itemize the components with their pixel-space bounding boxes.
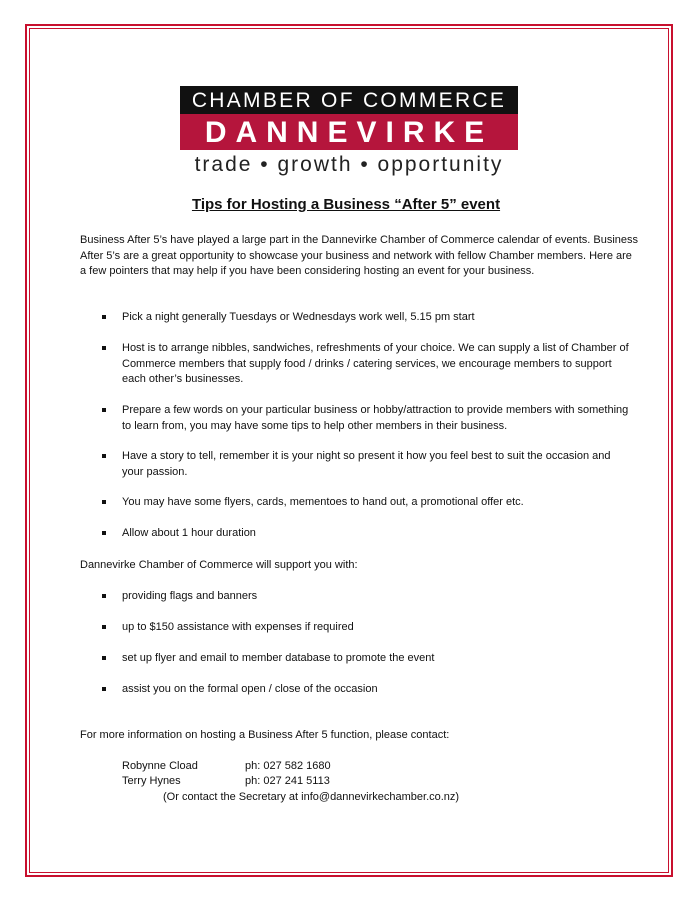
logo-line-dannevirke: DANNEVIRKE xyxy=(180,114,518,150)
contact-phone: ph: 027 582 1680 xyxy=(245,760,331,772)
tip-item: Prepare a few words on your particular business or hobby/attraction to provide members with something to learn from, you may have some tips to help other members in their business. xyxy=(122,403,632,434)
tip-item: You may have some flyers, cards, mementoes to hand out, a promotional offer etc. xyxy=(122,495,632,511)
contact-phone: ph: 027 241 5113 xyxy=(245,775,330,787)
contact-intro: For more information on hosting a Business After 5 function, please contact: xyxy=(80,729,450,741)
tip-item: Have a story to tell, remember it is your night so present it how you feel best to suit the occasion and your passion. xyxy=(122,449,632,480)
support-intro: Dannevirke Chamber of Commerce will support you with: xyxy=(80,559,358,571)
support-item: up to $150 assistance with expenses if required xyxy=(122,620,632,636)
support-item: set up flyer and email to member database to promote the event xyxy=(122,651,632,667)
support-item: assist you on the formal open / close of the occasion xyxy=(122,682,632,698)
tip-item: Allow about 1 hour duration xyxy=(122,526,632,542)
intro-paragraph: Business After 5’s have played a large part in the Dannevirke Chamber of Commerce calendar of events. Business After 5’s are a great opportunity to showcase your business and network with fellow Chamber members. Here are a few pointers that may help if you have been considering hosting an event for your business. xyxy=(80,234,639,277)
logo-tagline: trade • growth • opportunity xyxy=(194,153,504,176)
logo-line-chamber: CHAMBER OF COMMERCE xyxy=(180,86,518,114)
contact-name: Robynne Cload xyxy=(122,760,198,772)
tip-item: Pick a night generally Tuesdays or Wednesdays work well, 5.15 pm start xyxy=(122,310,632,326)
contact-name: Terry Hynes xyxy=(122,775,181,787)
support-item: providing flags and banners xyxy=(122,589,632,605)
secretary-contact: (Or contact the Secretary at info@dannevirkechamber.co.nz) xyxy=(163,791,460,803)
tip-item: Host is to arrange nibbles, sandwiches, refreshments of your choice. We can supply a list of Chamber of Commerce members that supply food / drinks / catering services, we encourage members to support each other’s businesses. xyxy=(122,341,632,388)
document-title: Tips for Hosting a Business “After 5” event xyxy=(191,196,501,213)
chamber-logo xyxy=(180,86,518,177)
